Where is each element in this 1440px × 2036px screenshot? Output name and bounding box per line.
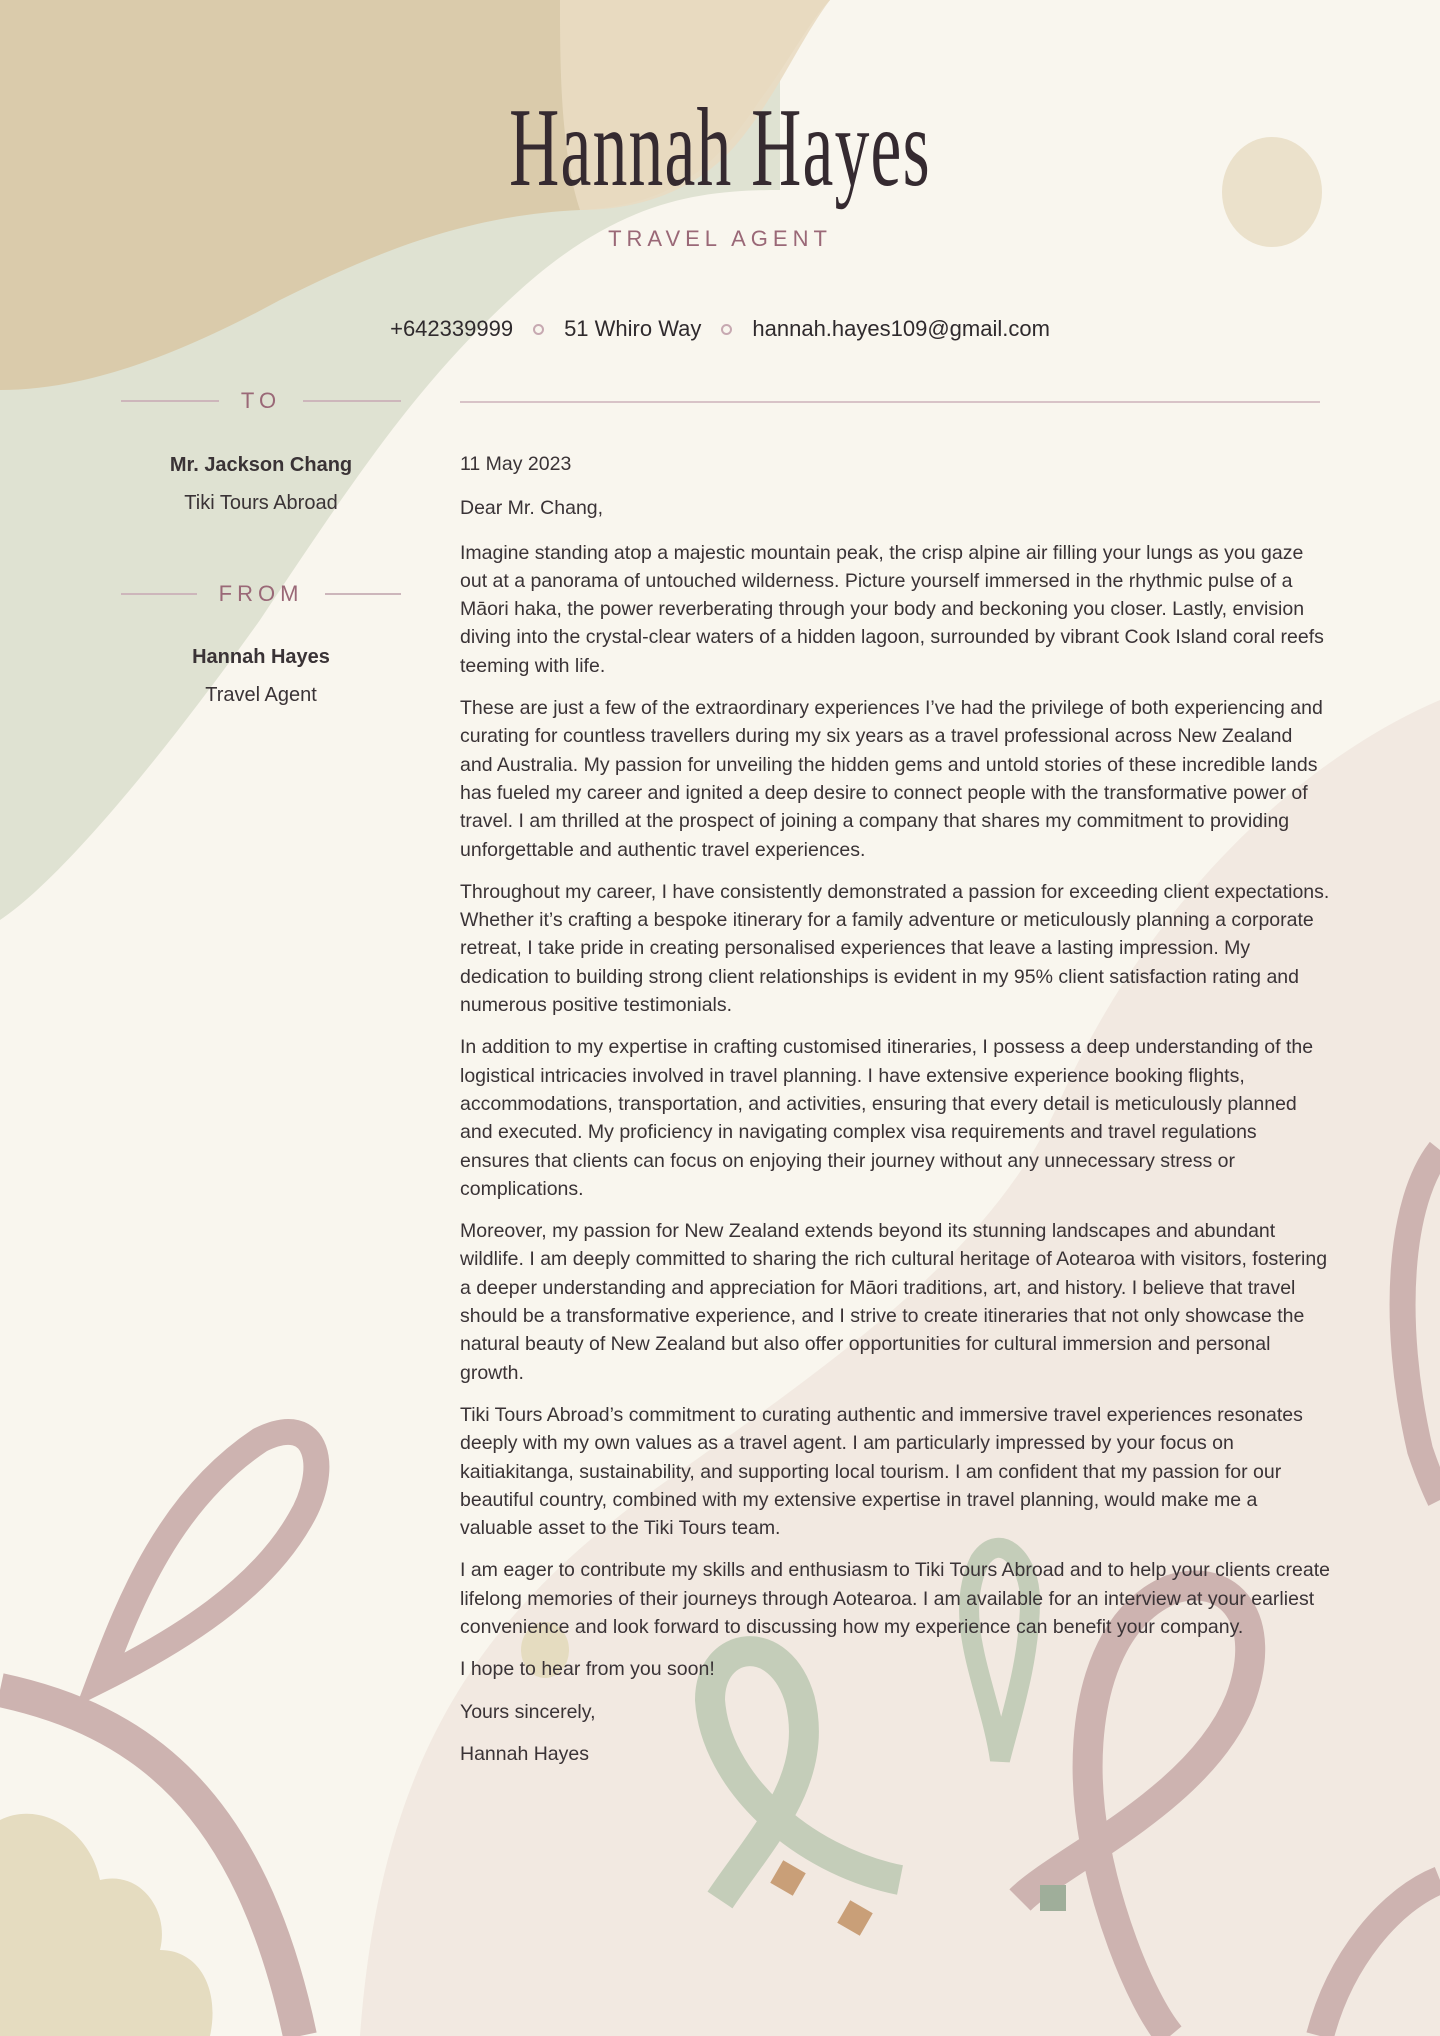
recipient-name: Mr. Jackson Chang	[169, 454, 353, 476]
signoff: Yours sincerely,	[460, 1700, 596, 1723]
sender-role: Travel Agent	[205, 684, 317, 706]
email: hannah.hayes109@gmail.com	[752, 316, 1050, 341]
divider	[121, 400, 219, 402]
recipient-block	[121, 446, 401, 522]
address: 51 Whiro Way	[564, 316, 702, 341]
to-section-heading	[121, 388, 401, 414]
letter-body	[460, 450, 1330, 1782]
closing-line: I hope to hear from you soon!	[460, 1658, 715, 1681]
from-label: FROM	[218, 581, 304, 606]
signature: Hannah Hayes	[460, 1742, 589, 1765]
to-label: TO	[240, 388, 282, 413]
divider	[121, 593, 197, 595]
header-divider	[460, 401, 1320, 403]
salutation: Dear Mr. Chang,	[460, 497, 604, 520]
applicant-title: TRAVEL AGENT	[608, 226, 832, 251]
separator-dot-icon	[533, 324, 544, 335]
paragraph: These are just a few of the extraordinary experiences I’ve had the privilege of both experiencing and curating for countless travellers during my six years as a travel professional across New Zealand and Australia. My passion for unveiling the hidden gems and untold stories of these incredible lands has fueled my career and ignited a deep desire to connect people with the transformative power of travel. I am thrilled at the prospect of joining a company that shares my commitment to providing unforgettable and authentic travel experiences.	[460, 697, 1323, 861]
recipient-company: Tiki Tours Abroad	[184, 492, 338, 514]
paragraph: Imagine standing atop a majestic mountain peak, the crisp alpine air filling your lungs as you gaze out at a panorama of untouched wilderness. Picture yourself immersed in the rhythmic pulse of a Māori haka, the power reverberating through your body and beckoning you closer. Lastly, envision diving into the crystal-clear waters of a hidden lagoon, surrounded by vibrant Cook Island coral reefs teeming with life.	[460, 541, 1324, 677]
sender-name: Hannah Hayes	[192, 646, 330, 668]
from-section-heading	[121, 581, 401, 607]
contact-row	[0, 316, 1440, 342]
paragraph: Tiki Tours Abroad’s commitment to curating authentic and immersive travel experiences resonates deeply with my own values as a travel agent. I am particularly impressed by your focus on kaitiakitanga, sustainability, and supporting local tourism. I am confident that my passion for our beautiful country, combined with my extensive expertise in travel planning, would make me a valuable asset to the Tiki Tours team.	[460, 1403, 1303, 1540]
paragraph: Moreover, my passion for New Zealand extends beyond its stunning landscapes and abundant wildlife. I am deeply committed to sharing the rich cultural heritage of Aotearoa with visitors, fostering a deeper understanding and appreciation for Māori traditions, art, and history. I believe that travel should be a transformative experience, and I strive to create itineraries that not only showcase the natural beauty of New Zealand but also offer opportunities for cultural immersion and personal growth.	[460, 1220, 1328, 1384]
divider	[303, 400, 401, 402]
paragraph: In addition to my expertise in crafting customised itineraries, I possess a deep understanding of the logistical intricacies involved in travel planning. I have extensive experience booking flights, accommodations, transportation, and activities, ensuring that every detail is meticulously planned and executed. My proficiency in navigating complex visa requirements and travel regulations ensures that clients can focus on enjoying their journey without any unnecessary stress or complications.	[460, 1036, 1314, 1200]
sender-block	[121, 638, 401, 714]
separator-dot-icon	[721, 324, 732, 335]
paragraph: Throughout my career, I have consistently demonstrated a passion for exceeding client expectations. Whether it’s crafting a bespoke itinerary for a family adventure or meticulously planning a corporate retreat, I take pride in creating personalised experiences that leave a lasting impression. My dedication to building strong client relationships is evident in my 95% client satisfaction rating and numerous positive testimonials.	[460, 880, 1330, 1017]
phone: +642339999	[390, 316, 514, 341]
divider	[325, 593, 401, 595]
paragraph: I am eager to contribute my skills and enthusiasm to Tiki Tours Abroad and to help your clients create lifelong memories of their journeys through Aotearoa. I am available for an interview at your earliest convenience and look forward to discussing how my experience can benefit your company.	[460, 1559, 1331, 1638]
letter-date: 11 May 2023	[460, 453, 572, 475]
applicant-name: Hannah Hayes	[509, 86, 931, 210]
